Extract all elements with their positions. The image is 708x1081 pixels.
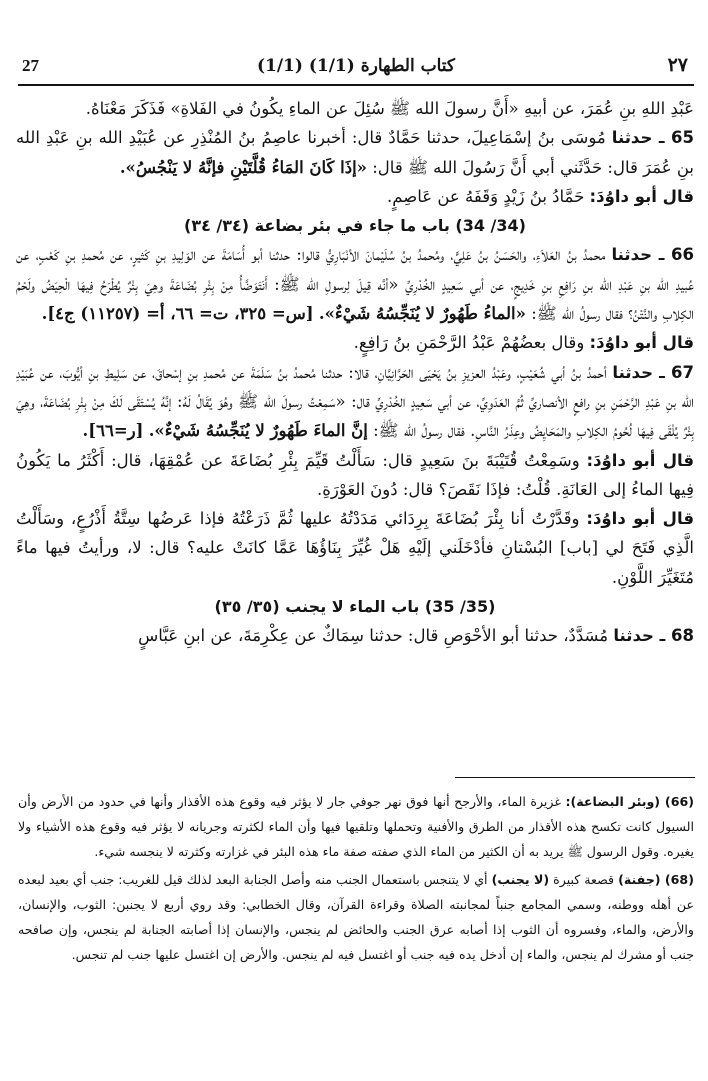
hadith-66: [16, 240, 694, 328]
footnote-key: (68) (جفنة): [618, 872, 694, 888]
note-label: قال أبو داوُدَ:: [586, 509, 694, 529]
abu-dawud-note-67b: [16, 504, 694, 592]
abu-dawud-note-66: [16, 328, 694, 357]
hadith-reference: [س= ٣٢٥، ت= ٦٦، أ= (١١٢٥٧) ج٤].: [41, 304, 314, 324]
hadith-matn: «الماءُ طَهُورٌ لا يُنَجِّسُهُ شَيْءٌ».: [318, 304, 526, 324]
note-text: وقال بعضُهُمْ عَبْدُ الرَّحْمَنِ بنُ رَافِعٍ.: [353, 333, 585, 353]
hadith-number: 68 ـ حدثنا: [613, 626, 694, 646]
hadith-number: 65 ـ حدثنا: [611, 128, 694, 148]
note-text: وسَمِعْتُ قُتَيْبَةَ بنَ سَعِيدٍ قال: سَأَلْتُ قَيِّمَ بِئْرِ بُضَاعَةَ عن عُمْقِهَا، قال: أَكْثَرُ ما يَكُونُ فِيها الماءُ إلى العَانَةِ. قُلْتُ: فإذَا نَقَصَ؟ قال: دُونَ العَوْرَةِ.: [16, 450, 694, 499]
page-header: [18, 54, 694, 86]
footnotes: [18, 790, 694, 968]
paragraph-continuation: عَبْدِ اللهِ بنِ عُمَرَ، عن أبيهِ «أَنَّ رسولَ الله ﷺ سُئِلَ عن الماءِ يكُونُ في الفَلاةِ» فَذَكَرَ مَعْنَاهُ.: [85, 99, 694, 118]
footnote-key: (66) (وبئر البضاعة):: [565, 794, 694, 809]
hadith-isnad: مُوسَى بنُ إسْمَاعِيلَ، حدثنا حَمَّادٌ قال: أخبرنا عاصِمُ بنُ المُنْذِرِ عن عُبَيْدِ الله بنِ عَبْدِ الله بنِ عُمَرَ قال: حَدَّثَني أبي أَنَّ رَسُولَ الله ﷺ قال:: [16, 128, 694, 177]
hadith-matn: «إذَا كَانَ المَاءُ قُلَّتَيْنِ فإنَّهُ لا يَنْجُسُ».: [119, 157, 367, 177]
note-text: حَمَّادُ بنُ زَيْدٍ وَقَفَهُ عن عَاصِمٍ.: [387, 186, 585, 206]
abu-dawud-note-65: [16, 182, 694, 211]
footnote-68: [18, 868, 694, 967]
footnote-66: [18, 790, 694, 864]
footnote-key-2: (لا يجنب): [491, 872, 550, 888]
hadith-number: 66 ـ حدثنا: [611, 245, 694, 265]
hadith-65: [16, 123, 694, 182]
note-text: وقَدَّرْتُ أنا بِئْرَ بُضَاعَةَ بِرِدَائي مَدَدْتُهُ عليها ثُمَّ ذَرَعْتُهُ فإذا عَرضُها سِتَّةُ أَذْرُعٍ، وسَأَلْتُ الَّذِي فَتَحَ لي [باب] البُسْتانِ فأدْخَلَني إلَيْهِ هَلْ غُيِّرَ بِنَاؤُهَا عَمَّا كانَتْ عليه؟ قال: لا، ورأيتُ فيها ماءً مُتَغَيِّرَ اللَّوْنِ.: [16, 509, 694, 587]
main-text: [16, 94, 694, 651]
note-label: قال أبو داوُدَ:: [586, 450, 695, 470]
hadith-isnad: مُسَدَّدٌ، حدثنا أبو الأحْوَصِ قال: حدثنا سِمَاكٌ عن عِكْرِمَةَ، عن ابنِ عَبَّاسٍ: [138, 626, 609, 646]
abu-dawud-note-67a: [16, 446, 694, 505]
chapter-heading-35: (35/ 35) باب الماء لا يجنب (٣٥/ ٣٥): [214, 597, 496, 617]
hadith-matn: إنَّ الماءَ طَهُورٌ لا يُنَجِّسُهُ شَيْءٌ».: [148, 421, 368, 441]
hadith-reference: [ر=٦٦].: [82, 421, 144, 441]
footnote-text: غزيرة الماء، والأرجح أنها فوق نهر جوفي جار لا يؤثر فيه وقوع هذه الأقذار وأنها في حدود من الأرض وأن السيول كانت تكسح هذه الأقذار من الطرق والأفنية وتحملها وتلقيها فيها وأن الماء لكثرته وجريانه لا يؤثر فيه وقوع هذه الأشياء ولا يغيره. وقول الرسول ﷺ يريد به أن الكثير من الماء الذي صفته صفة ماء هذه البئر في غزارته وكثرته لا ينجسه شيء.: [18, 794, 694, 859]
note-label: قال أبو داوُدَ:: [589, 333, 694, 353]
hadith-68: [16, 621, 694, 650]
footnote-text: أي لا يتنجس باستعمال الجنب منه وأصل الجنابة البعد لذلك قيل للغريب: جنب أي بعيد لبعده عن أهله ووطنه، وسمي المجامع جنباً لمجانبته الصلاة وقراءة القرآن، وقال الخطابي: وقد روي أربع لا يجنبن: الثوب، والإنسان، والأرض، والماء، وفسروه أن الثوب إذا أصابه عرق الجنب والحائض لم ينجس، والإنسان إذا أصابته الجنابة لم ينجس، وإن صافحه جنب أو مشرك لم ينجس، والماء إن أدخل يده فيه جنب أو اغتسل فيه لم ينجس. والأرض إن اغتسل عليها جنب لم تنجس.: [18, 872, 694, 962]
running-title: (1/1) كتاب الطهارة (1/1): [256, 56, 456, 76]
hadith-67: [16, 358, 694, 446]
note-label: قال أبو داوُدَ:: [589, 186, 694, 206]
hadith-isnad: محمدُ بنُ العَلاَءِ، والحَسَنُ بنُ عَلِيٍّ، ومُحمدُ بنُ سُلَيْمانَ الأنْبَارِيُّ قالوا: حدثنا أبو أُسَامَةَ عن الوَلِيدِ بنِ كَثيرٍ، عن مُحمدِ بنِ كَعْبٍ، عن عُبيدِ الله بنِ عَبْدِ الله بنِ رَافِعِ بنِ خَدِيجٍ، عن أبي سَعِيدٍ الخُدْرِيِّ «أنَّه قِيلَ لِرسولِ الله ﷺ: أَنَتَوَضَّأُ مِنْ بِئْرِ بُضَاعَةَ وهِيَ بِئْرٌ يُطْرَحُ فِيهَا الْحِيَضُ ولَحْمُ الكِلابِ والنَّتْنُ؟ فقال رسولُ الله ﷺ:: [16, 245, 694, 324]
chapter-heading-34: (34/ 34) باب ما جاء في بئر بضاعة (٣٤/ ٣٤): [184, 216, 526, 236]
hadith-number: 67 ـ حدثنا: [612, 362, 695, 382]
footnote-separator: [455, 777, 695, 778]
hadith-isnad: أحمدُ بنُ أبي شُعَيْبٍ، وعَبْدُ العزيزِ بنُ يَحْيَى الحَرَّانِيَّانِ، قالا: حدثنا مُحمدُ بنُ سَلَمَةَ عن مُحمدِ بنِ إسْحاقَ، عن سَلِيطِ بنِ أيُّوبَ، عن عُبَيْدِ الله بنِ عَبْدِ الرَّحْمَنِ بنِ رافعٍ الأنصاريِّ ثُمَّ العَدَوِيِّ، عن أبي سَعِيدٍ الخُدْرِيِّ قال: «سَمِعْتُ رسولَ الله ﷺ وهُوَ يُقَالُ لَهُ: إنَّهُ يُسْتَقَى لَكَ مِنْ بِئْرِ بُضَاعَةَ، وهِيَ بِئْرٌ يُلْقَى فِيهَا لُحُومُ الكِلابِ والمَحَايِضُ وعِذَرُ النَّاسِ. فقال رسولُ الله ﷺ:: [16, 362, 694, 441]
page-number-arabic: ٢٧: [667, 54, 688, 76]
page-number-latin: 27: [22, 56, 39, 75]
footnote-gloss: قصعة كبيرة: [553, 872, 615, 888]
